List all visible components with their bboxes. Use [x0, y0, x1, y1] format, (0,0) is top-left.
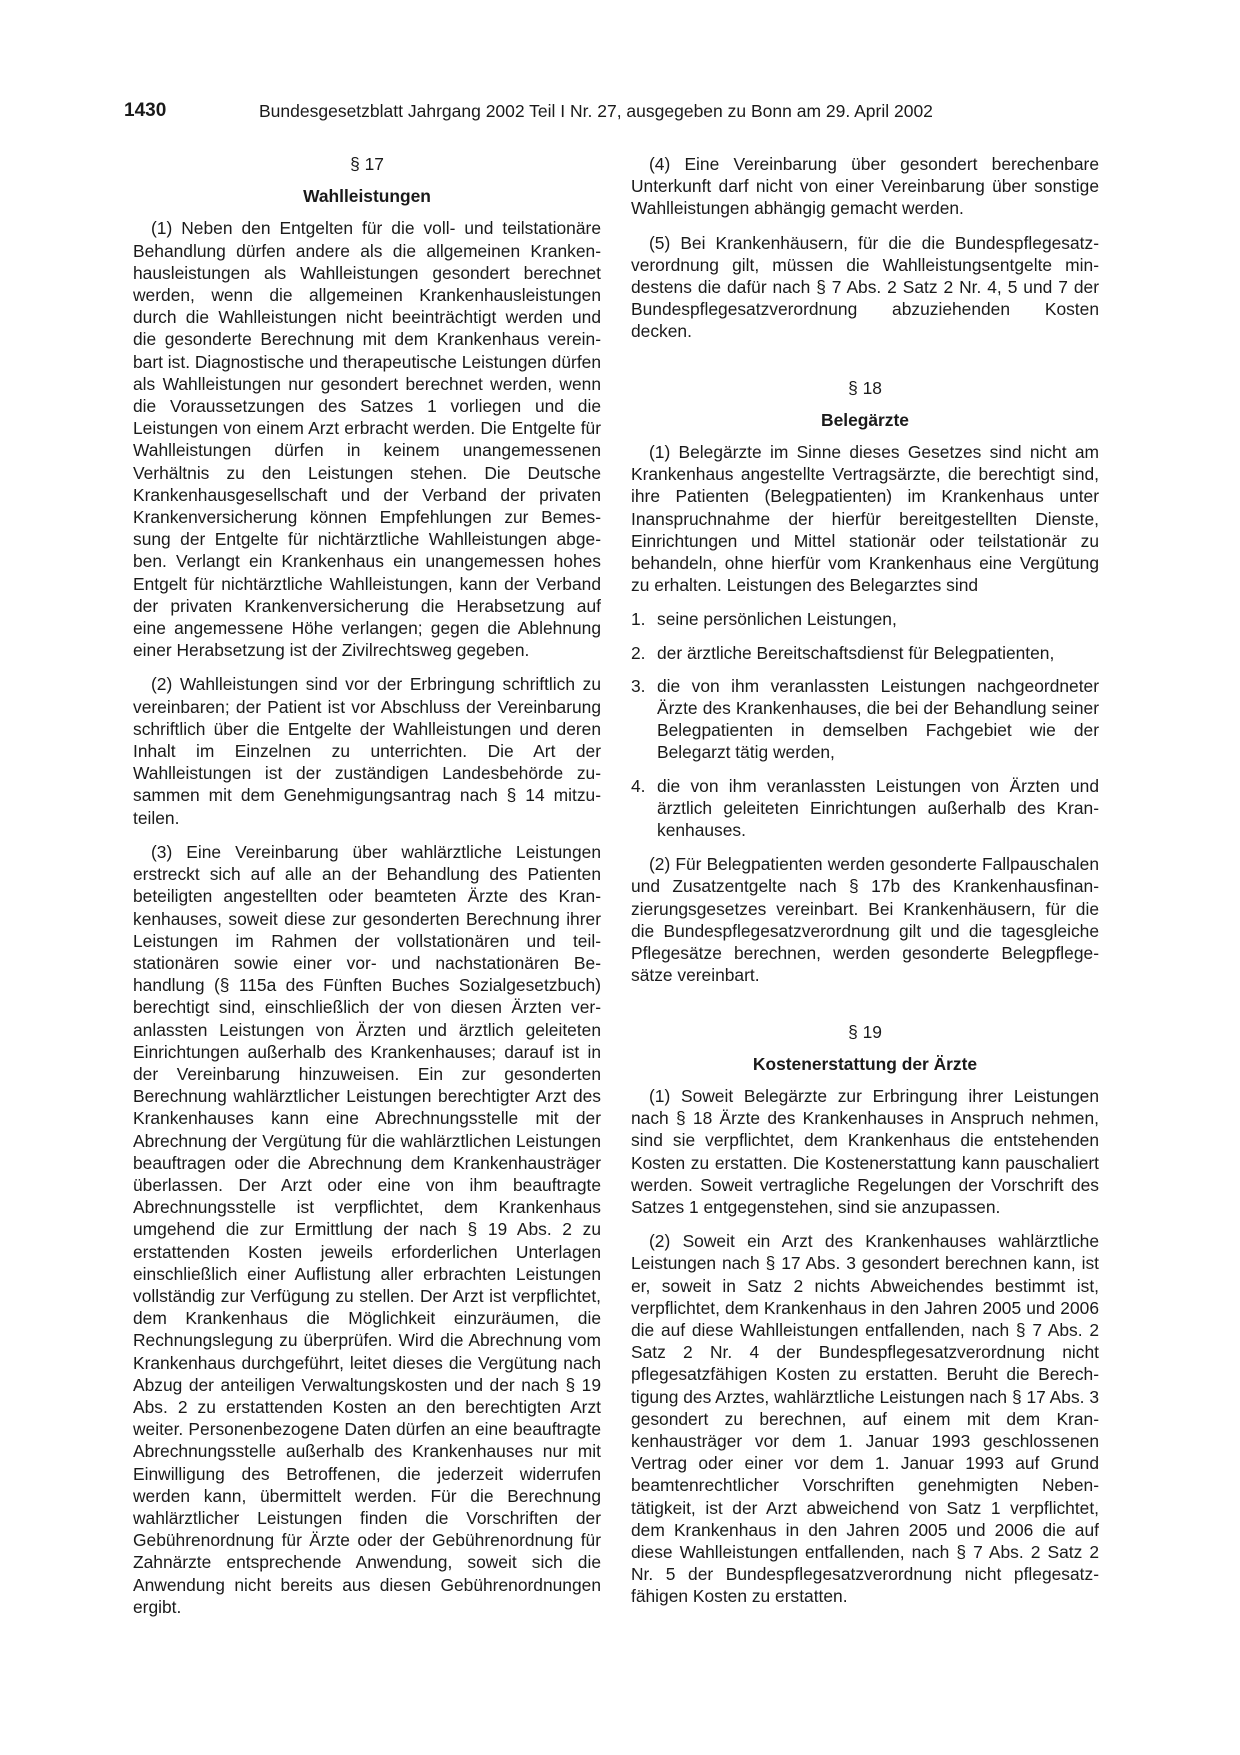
list-item: [631, 608, 1099, 630]
page-number: 1430: [124, 100, 167, 121]
section-17-title: Wahlleistungen: [303, 186, 431, 207]
section-spacer: [631, 355, 1099, 377]
list-item-text: die von ihm veranlassten Leistungen von Ärzten und ärztlich geleiteten Einrichtungen außerhalb des Krankenhauses.: [657, 775, 1099, 841]
section-17-paragraph-3: (3) Eine Vereinbarung über wahlärztliche Leistungen erstreckt sich auf alle an der Behandlung des Patienten beteiligten angestellten oder beamteten Ärzte des Krankenhauses, soweit diese zur gesonderten Berechnung ihrer Leistungen im Rahmen der vollstationären und teilstationären sowie einer vor- und nachstationären Behandlung (§ 115a des Fünften Buches Sozialgesetzbuch) berechtigt sind, einschließlich der von diesen Ärzten veranlassten Leistungen von Ärzten und ärztlich geleiteten Einrichtungen außerhalb des Krankenhauses; darauf ist in der Vereinbarung hinzuweisen. Ein zur gesonderten Berechnung wahlärztlicher Leistungen berechtigter Arzt des Krankenhauses kann eine Abrechnungsstelle mit der Abrechnung der Vergütung für die wahlärztlichen Leistungen beauftragen oder die Abrechnung dem Krankenhausträger überlassen. Der Arzt oder eine von ihm beauftragte Abrechnungsstelle ist verpflichtet, dem Krankenhaus umgehend die zur Ermittlung der nach § 19 Abs. 2 zu erstattenden Kosten jeweils erforderlichen Unterlagen einschließlich einer Auflistung aller erbrachten Leistungen vollständig zur Verfügung zu stellen. Der Arzt ist verpflichtet, dem Krankenhaus die Möglichkeit einzuräumen, die Rechnungslegung zu überprüfen. Wird die Abrechnung vom Krankenhaus durchgeführt, leitet dieses die Vergütung nach Abzug der anteiligen Verwaltungskosten und der nach § 19 Abs. 2 zu erstattenden Kosten an den berechtigten Arzt weiter. Personenbezogene Daten dürfen an eine beauftragte Abrechnungsstelle außerhalb des Krankenhauses nur mit Einwilligung des Betroffenen, die jederzeit widerrufen werden kann, übermittelt werden. Für die Berechnung wahlärztlicher Leistungen finden die Vorschriften der Gebührenordnung für Ärzte oder der Gebührenordnung für Zahnärzte entsprechende Anwendung, soweit sich die Anwendung nicht bereits aus diesen Gebührenordnungen ergibt.: [133, 841, 601, 1617]
right-column: [631, 153, 1099, 1620]
list-item-text: die von ihm veranlassten Leistungen nachgeordneter Ärzte des Krankenhauses, die bei der Behandlung seiner Belegpatienten in demselben Fachgebiet wie der Belegarzt tätig werden,: [657, 675, 1099, 763]
list-item: [631, 775, 1099, 842]
section-19-paragraph-2: (2) Soweit ein Arzt des Krankenhauses wahlärztliche Leistungen nach § 17 Abs. 3 gesondert berechnen kann, ist er, soweit in Satz 2 nichts Abweichendes bestimmt ist, verpflichtet, dem Krankenhaus in den Jahren 2005 und 2006 die auf diese Wahlleistungen entfallenden, nach § 7 Abs. 2 Satz 2 Nr. 4 der Bundespflegesatzverordnung nicht pflegesatzfähigen Kosten zu erstatten. Beruht die Berechtigung des Arztes, wahlärztliche Leistungen nach § 17 Abs. 3 gesondert zu berechnen, auf einem mit dem Krankenhausträger vor dem 1. Januar 1993 geschlossenen Vertrag oder einer vor dem 1. Januar 1993 auf Grund beamtenrechtlicher Vorschriften genehmigten Nebentätigkeit, ist der Arzt abweichend von Satz 1 verpflichtet, dem Krankenhaus in den Jahren 2005 und 2006 die auf diese Wahlleistungen entfallenden, nach § 7 Abs. 2 Satz 2 Nr. 5 der Bundespflegesatzverordnung nicht pflegesatzfähigen Kosten zu erstatten.: [631, 1231, 1099, 1607]
section-spacer: [631, 999, 1099, 1021]
section-17-paragraph-2: (2) Wahlleistungen sind vor der Erbringung schriftlich zu vereinbaren; der Patient ist vor Abschluss der Vereinbarung schriftlich über die Entgelte der Wahlleistungen und deren Inhalt im Einzelnen zu unterrichten. Die Art der Wahlleistungen ist der zuständigen Landesbehörde zusammen mit dem Genehmigungsantrag nach § 14 mitzuteilen.: [133, 674, 601, 828]
list-item-number: 4.: [631, 775, 646, 796]
section-19-title: Kostenerstattung der Ärzte: [752, 1053, 978, 1074]
section-17-paragraph-5: (5) Bei Krankenhäusern, für die die Bundespflegesatzverordnung gilt, müssen die Wahlleistungsentgelte mindestens die dafür nach § 7 Abs. 2 Satz 2 Nr. 4, 5 und 7 der Bundespflegesatzverordnung abzuziehenden Kosten decken.: [631, 232, 1099, 342]
section-17-paragraph-4: (4) Eine Vereinbarung über gesondert berechenbare Unterkunft darf nicht von einer Vereinbarung über sonstige Wahlleistungen abhängig gemacht werden.: [631, 154, 1099, 219]
list-item-text: seine persönlichen Leistungen,: [657, 609, 897, 630]
section-17-number: § 17: [350, 154, 384, 174]
list-item: [631, 675, 1099, 764]
running-head: Bundesgesetzblatt Jahrgang 2002 Teil I Nr. 27, ausgegeben zu Bonn am 29. April 2002: [259, 101, 933, 121]
page-header: [124, 100, 1108, 126]
section-17-paragraph-1: (1) Neben den Entgelten für die voll- und teilstationäre Behandlung dürfen andere als die allgemeinen Krankenhausleistungen als Wahlleistungen gesondert berechnet werden, wenn die allgemeinen Krankenhausleistungen durch die Wahlleistungen nicht beeinträchtigt werden und die gesonderte Berechnung mit dem Krankenhaus vereinbart ist. Diagnostische und therapeutische Leistungen dürfen als Wahlleistungen nur gesondert berechnet werden, wenn die Voraussetzungen des Satzes 1 vorliegen und die Leistungen von einem Arzt erbracht werden. Die Entgelte für Wahlleistungen dürfen in keinem unangemessenen Verhältnis zu den Leistungen stehen. Die Deutsche Krankenhausgesellschaft und der Verband der privaten Krankenversicherung können Empfehlungen zur Bemessung der Entgelte für nichtärztliche Wahlleistungen abgeben. Verlangt ein Krankenhaus ein unangemessen hohes Entgelt für nichtärztliche Wahlleistungen, kann der Verband der privaten Krankenversicherung die Herabsetzung auf eine angemessene Höhe verlangen; gegen die Ablehnung einer Herabsetzung ist der Zivilrechtsweg gegeben.: [133, 218, 601, 661]
list-item-number: 2.: [631, 642, 646, 663]
left-column: [133, 153, 601, 1630]
section-19-paragraph-1: (1) Soweit Belegärzte zur Erbringung ihrer Leistungen nach § 18 Ärzte des Krankenhauses in Anspruch nehmen, sind sie verpflichtet, dem Krankenhaus die entstehenden Kosten zu erstatten. Die Kostenerstattung kann pauschaliert werden. Soweit vertragliche Regelungen der Vorschrift des Satzes 1 entgegenstehen, sind sie anzupassen.: [631, 1085, 1099, 1217]
list-item: [631, 642, 1099, 664]
section-18-title: Belegärzte: [821, 409, 909, 430]
section-18-number: § 18: [848, 377, 882, 398]
list-item-number: 3.: [631, 675, 646, 696]
list-item-number: 1.: [631, 609, 646, 630]
list-item-text: der ärztliche Bereitschaftsdienst für Belegpatienten,: [657, 642, 1055, 663]
section-18-paragraph-1: (1) Belegärzte im Sinne dieses Gesetzes sind nicht am Krankenhaus angestellte Vertragsärzte, die berechtigt sind, ihre Patienten (Belegpatienten) im Krankenhaus unter Inanspruchnahme der hierfür bereitgestellten Dienste, Einrichtungen und Mittel stationär oder teilstationär zu behandeln, ohne hierfür vom Krankenhaus eine Vergütung zu erhalten. Leistungen des Belegarztes sind: [631, 442, 1099, 596]
section-19-number: § 19: [848, 1021, 882, 1042]
section-18-list: [631, 608, 1099, 841]
section-18-paragraph-2: (2) Für Belegpatienten werden gesonderte Fallpauschalen und Zusatzentgelte nach § 17b des Krankenhausfinanzierungsgesetzes vereinbart. Bei Krankenhäusern, für die die Bundespflegesatzverordnung gilt und die tagesgleiche Pflegesätze berechnen, werden gesonderte Belegpflegesätze vereinbart.: [631, 854, 1099, 986]
